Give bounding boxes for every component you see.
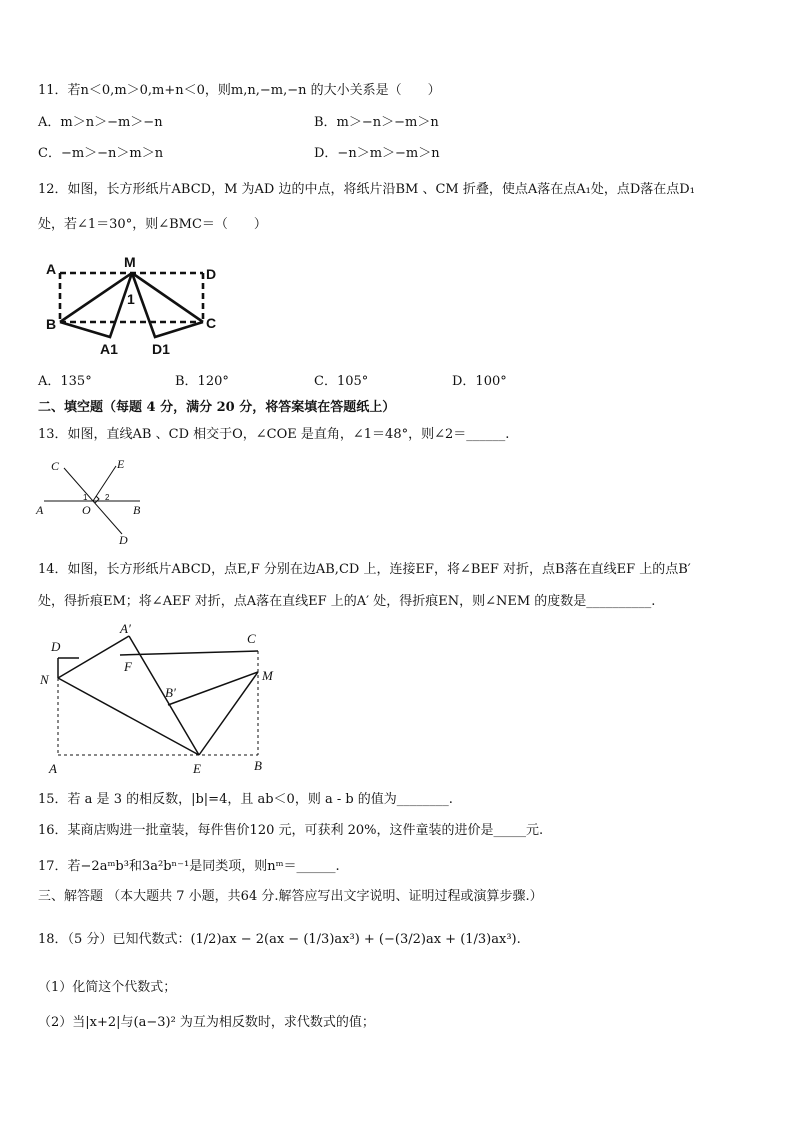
q12-stem-line2: 处，若∠1＝30°，则∠BMC＝（ ） xyxy=(38,217,267,232)
q14-label-c: C xyxy=(247,631,256,646)
q14-label-b: B xyxy=(254,758,262,773)
q14-fold-em xyxy=(199,672,258,755)
q12-label-a1: A1 xyxy=(100,341,118,357)
q14-label-d: D xyxy=(51,639,61,654)
q14-segment-b1m xyxy=(168,672,258,705)
q11-option-b: B．m＞−n＞−m＞n xyxy=(314,115,439,130)
section-3-heading: 三、解答题 （本大题共 7 小题，共64 分.解答应写出文字说明、证明过程或演算步骤.） xyxy=(38,889,543,904)
q11-stem: 11．若n＜0,m＞0,m+n＜0，则m,n,−m,−n 的大小关系是（ ） xyxy=(38,83,441,98)
q13-label-c: C xyxy=(51,459,60,473)
q17-stem: 17．若−2aᵐb³和3a²bⁿ⁻¹是同类项，则nᵐ＝______. xyxy=(38,859,340,874)
q12-label-b: B xyxy=(46,316,57,332)
q12-triangle-d1 xyxy=(132,273,203,337)
q14-fold-ne xyxy=(58,678,199,755)
q14-label-m: M xyxy=(262,668,273,683)
q13-stem: 13．如图，直线AB 、CD 相交于O，∠COE 是直角，∠1＝48°，则∠2＝______. xyxy=(38,427,510,442)
q14-label-n: N xyxy=(40,672,49,687)
q12-option-b: B．120° xyxy=(175,374,229,389)
q11-option-a: A．m＞n＞−m＞−n xyxy=(38,115,163,130)
q12-fold-bm xyxy=(60,273,132,322)
q12-figure xyxy=(40,252,230,362)
q14-label-a: A xyxy=(49,761,57,776)
q12-label-a: A xyxy=(46,261,57,277)
q18-part-2: （2）当|x+2|与(a−3)² 为互为相反数时，求代数式的值； xyxy=(38,1015,375,1030)
q15-stem: 15．若 a 是 3 的相反数，|b|=4，且 ab＜0，则 a - b 的值为________. xyxy=(38,792,453,807)
q12-stem-line1: 12．如图，长方形纸片ABCD，M 为AD 边的中点，将纸片沿BM 、CM 折叠，使点A落在点A₁处，点D落在点D₁ xyxy=(38,182,695,197)
q11-option-d: D．−n＞m＞−m＞n xyxy=(314,146,440,161)
q14-stem-line2: 处，得折痕EM；将∠AEF 对折，点A落在直线EF 上的A′ 处，得折痕EN，则∠NEM 的度数是__________. xyxy=(38,594,656,609)
q16-stem: 16．某商店购进一批童装，每件售价120 元，可获利 20%，这件童装的进价是_____元. xyxy=(38,823,544,838)
q12-label-angle-1: 1 xyxy=(127,291,135,307)
q12-label-c: C xyxy=(206,315,217,331)
q13-label-o: O xyxy=(82,503,91,517)
q13-figure xyxy=(34,456,154,548)
q13-label-b: B xyxy=(133,503,141,517)
q11-option-c: C．−m＞−n＞m＞n xyxy=(38,146,164,161)
q14-label-f: F xyxy=(124,659,132,674)
q18-part-1: （1）化简这个代数式； xyxy=(38,980,177,995)
q12-option-c: C．105° xyxy=(314,374,369,389)
q12-option-a: A．135° xyxy=(38,374,92,389)
q14-segment-na1 xyxy=(58,636,129,678)
q13-label-a: A xyxy=(36,503,44,517)
q13-label-angle-1: 1 xyxy=(83,493,88,502)
q12-fold-cm xyxy=(132,273,203,322)
q13-label-d: D xyxy=(119,533,128,547)
q12-label-m: M xyxy=(124,254,136,270)
q14-label-b-prime: B′ xyxy=(165,685,176,700)
q13-label-angle-2: 2 xyxy=(105,493,110,502)
q12-label-d: D xyxy=(206,266,217,282)
q18-stem: 18．（5 分）已知代数式：(1/2)ax − 2(ax − (1/3)ax³) + (−(3/2)ax + (1/3)ax³). xyxy=(38,932,521,947)
q14-label-a-prime: A′ xyxy=(120,621,131,636)
q12-triangle-a1 xyxy=(60,273,132,337)
q12-label-d1: D1 xyxy=(152,341,170,357)
q14-figure xyxy=(36,620,286,780)
q12-option-d: D．100° xyxy=(452,374,507,389)
q14-label-e: E xyxy=(193,761,201,776)
q13-label-e: E xyxy=(117,457,125,471)
section-2-heading: 二、填空题（每题 4 分，满分 20 分，将答案填在答题纸上） xyxy=(38,400,396,415)
q14-edge-fc xyxy=(120,651,258,655)
q14-stem-line1: 14．如图，长方形纸片ABCD，点E,F 分别在边AB,CD 上，连接EF，将∠BEF 对折，点B落在直线EF 上的点B′ xyxy=(38,562,691,577)
